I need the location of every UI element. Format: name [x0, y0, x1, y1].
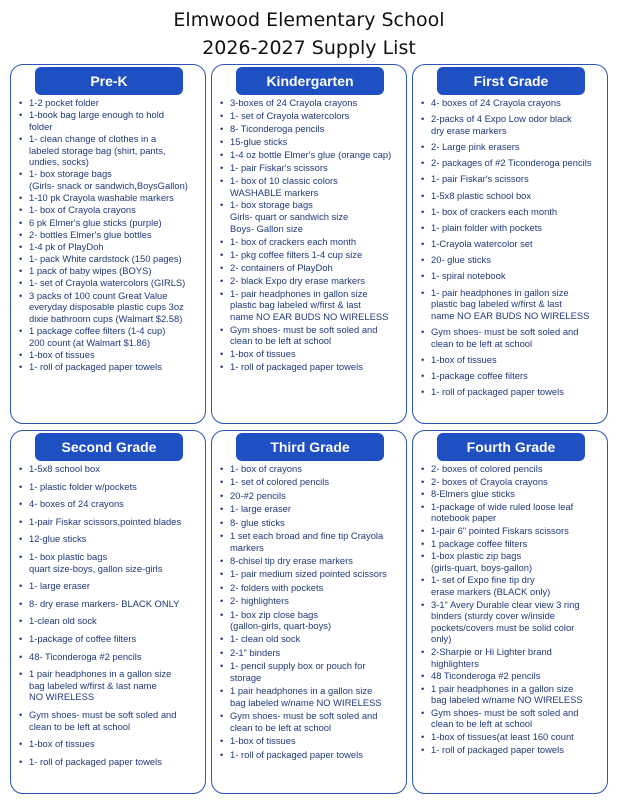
supply-item: • 1- roll of packaged paper towels [218, 361, 404, 373]
supply-item: • 1-box of tissues [218, 348, 404, 360]
supply-item: • 1-box of tissues [218, 735, 404, 747]
supply-item: • 1- spiral notebook [419, 270, 605, 282]
supply-item: • 20-#2 pencils [218, 490, 404, 502]
panel-first-grade [412, 64, 608, 424]
supply-item: • 1-book bag large enough to hold folder [17, 109, 203, 132]
document-header [0, 6, 618, 62]
supply-item: • 3-boxes of 24 Crayola crayons [218, 97, 404, 109]
panel-title-third-grade: Third Grade [236, 433, 384, 461]
supply-item: • 1- box of crayons [218, 463, 404, 475]
panel-title-kindergarten: Kindergarten [236, 67, 384, 95]
supply-item: • 4- boxes of 24 Crayola crayons [419, 97, 605, 109]
supply-item: • 8-chisel tip dry erase markers [218, 555, 404, 567]
supply-item: • 1- pair Fiskar's scissors [419, 173, 605, 185]
supply-list-prek [17, 97, 203, 373]
panel-title-first-grade: First Grade [437, 67, 585, 95]
supply-item: • 8- Ticonderoga pencils [218, 123, 404, 135]
supply-list-first-grade [419, 97, 605, 402]
supply-item: • 1-package coffee filters [419, 370, 605, 382]
supply-item: • 2- boxes of colored pencils [419, 463, 605, 475]
supply-item: • 1- pair Fiskar's scissors [218, 162, 404, 174]
supply-item: • 1-package of wide ruled loose leaf notebook paper [419, 501, 605, 524]
supply-list-third-grade [218, 463, 404, 762]
supply-item: • 1- box zip close bags (gallon-girls, quart-boys) [218, 609, 404, 632]
supply-item: • 1 package coffee filters (1-4 cup) 200 count (at Walmart $1.86) [17, 325, 203, 348]
supply-item: • 1 package coffee filters [419, 538, 605, 550]
supply-item: • 1- set of Crayola watercolors [218, 110, 404, 122]
supply-item: • 1- set of Expo fine tip dry erase markers (BLACK only) [419, 574, 605, 597]
supply-item: • 1- large eraser [17, 580, 203, 592]
supply-item: • 1- box of Crayola crayons [17, 204, 203, 216]
supply-item: • 2-1" binders [218, 647, 404, 659]
supply-item: • 1-Crayola watercolor set [419, 238, 605, 250]
panel-fourth-grade [412, 430, 608, 794]
supply-item: • 1-box plastic zip bags (girls-quart, boys-gallon) [419, 550, 605, 573]
supply-item: • 1- set of colored pencils [218, 476, 404, 488]
supply-item: • 1 pair headphones in a gallon size bag labeled w/name NO WIRELESS [218, 685, 404, 708]
supply-item: • 1- roll of packaged paper towels [419, 386, 605, 398]
supply-item: • Gym shoes- must be soft soled and clean to be left at school [419, 326, 605, 349]
supply-list-kindergarten [218, 97, 404, 374]
supply-item: • 2- bottles Elmer's glue bottles [17, 229, 203, 241]
supply-item: • Gym shoes- must be soft soled and clean to be left at school [218, 324, 404, 347]
supply-item: • 48- Ticonderoga #2 pencils [17, 651, 203, 663]
supply-item: • 1 pack of baby wipes (BOYS) [17, 265, 203, 277]
supply-item: • 1- clean change of clothes in a labeled storage bag (shirt, pants, undies, socks) [17, 133, 203, 168]
supply-item: • 2- boxes of Crayola crayons [419, 476, 605, 488]
supply-item: • 15-glue sticks [218, 136, 404, 148]
supply-item: • 1- box plastic bags quart size-boys, gallon size-girls [17, 551, 203, 574]
supply-item: • 1-box of tissues [419, 354, 605, 366]
supply-item: • Gym shoes- must be soft soled and clean to be left at school [419, 707, 605, 730]
supply-list-title: 2026-2027 Supply List [202, 37, 416, 59]
supply-item: • 1- box storage bags Girls- quart or sandwich size Boys- Gallon size [218, 199, 404, 234]
supply-item: • 1-box of tissues(at least 160 count [419, 731, 605, 743]
panel-prek [10, 64, 206, 424]
supply-item: • 4- boxes of 24 crayons [17, 498, 203, 510]
supply-item: • 1-5x8 plastic school box [419, 190, 605, 202]
supply-item: • 1-4 oz bottle Elmer's glue (orange cap) [218, 149, 404, 161]
panel-kindergarten [211, 64, 407, 424]
supply-item: • 2- black Expo dry erase markers [218, 275, 404, 287]
supply-item: • 48 Ticonderoga #2 pencils [419, 670, 605, 682]
supply-item: • 1-pair 6" pointed Fiskars scissors [419, 525, 605, 537]
supply-item: • 1-clean old sock [17, 615, 203, 627]
supply-item: • 1- box of crackers each month [419, 206, 605, 218]
supply-item: • 1- roll of packaged paper towels [419, 744, 605, 756]
panel-title-second-grade: Second Grade [35, 433, 183, 461]
supply-item: • 1- roll of packaged paper towels [17, 361, 203, 373]
supply-item: • 1- pack White cardstock (150 pages) [17, 253, 203, 265]
panel-third-grade [211, 430, 407, 794]
supply-item: • 1-5x8 school box [17, 463, 203, 475]
panel-second-grade [10, 430, 206, 794]
supply-item: • 8- glue sticks [218, 517, 404, 529]
supply-item: • 2- Large pink erasers [419, 141, 605, 153]
supply-item: • 1- plain folder with pockets [419, 222, 605, 234]
supply-item: • 1- pencil supply box or pouch for storage [218, 660, 404, 683]
supply-item: • 2-Sharpie or Hi Lighter brand highlighters [419, 646, 605, 669]
supply-item: • 2-packs of 4 Expo Low odor black dry erase markers [419, 113, 605, 136]
supply-item: • 1- large eraser [218, 503, 404, 515]
school-name: Elmwood Elementary School [173, 9, 445, 31]
supply-item: • 20- glue sticks [419, 254, 605, 266]
supply-item: • 1-box of tissues [17, 738, 203, 750]
supply-item: • 1- pair headphones in gallon size plastic bag labeled w/first & last name NO EAR BUDS NO WIRELESS [419, 287, 605, 322]
supply-item: • 1- clean old sock [218, 633, 404, 645]
supply-item: • 1- pkg coffee filters 1-4 cup size [218, 249, 404, 261]
supply-item: • 2- containers of PlayDoh [218, 262, 404, 274]
supply-item: • Gym shoes- must be soft soled and clean to be left at school [218, 710, 404, 733]
panel-title-fourth-grade: Fourth Grade [437, 433, 585, 461]
supply-item: • 1-package of coffee filters [17, 633, 203, 645]
supply-item: • 1- pair headphones in gallon size plastic bag labeled w/first & last name NO EAR BUDS NO WIRELESS [218, 288, 404, 323]
supply-item: • 1- pair medium sized pointed scissors [218, 568, 404, 580]
supply-item: • Gym shoes- must be soft soled and clean to be left at school [17, 709, 203, 732]
supply-item: • 1-box of tissues [17, 349, 203, 361]
supply-item: • 1- box storage bags (Girls- snack or sandwich,BoysGallon) [17, 168, 203, 191]
supply-item: • 1 pair headphones in a gallon size bag labeled w/name NO WIRELESS [419, 683, 605, 706]
supply-list-fourth-grade [419, 463, 605, 756]
supply-item: • 8- dry erase markers- BLACK ONLY [17, 598, 203, 610]
supply-item: • 12-glue sticks [17, 533, 203, 545]
supply-item: • 1- set of Crayola watercolors (GIRLS) [17, 277, 203, 289]
supply-item: • 1- box of 10 classic colors WASHABLE markers [218, 175, 404, 198]
supply-item: • 1- plastic folder w/pockets [17, 481, 203, 493]
supply-item: • 1 set each broad and fine tip Crayola markers [218, 530, 404, 553]
supply-item: • 1- roll of packaged paper towels [218, 749, 404, 761]
supply-item: • 1- roll of packaged paper towels [17, 756, 203, 768]
supply-item: • 8-Elmers glue sticks [419, 488, 605, 500]
supply-item: • 3-1" Avery Durable clear view 3 ring binders (sturdy cover w/inside pockets/covers must be solid color only) [419, 599, 605, 645]
supply-item: • 6 pk Elmer's glue sticks (purple) [17, 217, 203, 229]
supply-item: • 1- box of crackers each month [218, 236, 404, 248]
supply-item: • 1-10 pk Crayola washable markers [17, 192, 203, 204]
supply-item: • 1-4 pk of PlayDoh [17, 241, 203, 253]
supply-item: • 1 pair headphones in a gallon size bag labeled w/first & last name NO WIRELESS [17, 668, 203, 703]
supply-item: • 1-pair Fiskar scissors,pointed blades [17, 516, 203, 528]
supply-list-second-grade [17, 463, 203, 773]
supply-item: • 2- highlighters [218, 595, 404, 607]
panel-title-prek: Pre-K [35, 67, 183, 95]
supply-item: • 3 packs of 100 count Great Value everyday disposable plastic cups 3oz dixie bathroom cups (Walmart $2.58) [17, 290, 203, 325]
supply-item: • 2- packages of #2 Ticonderoga pencils [419, 157, 605, 169]
supply-item: • 2- folders with pockets [218, 582, 404, 594]
supply-item: • 1-2 pocket folder [17, 97, 203, 109]
